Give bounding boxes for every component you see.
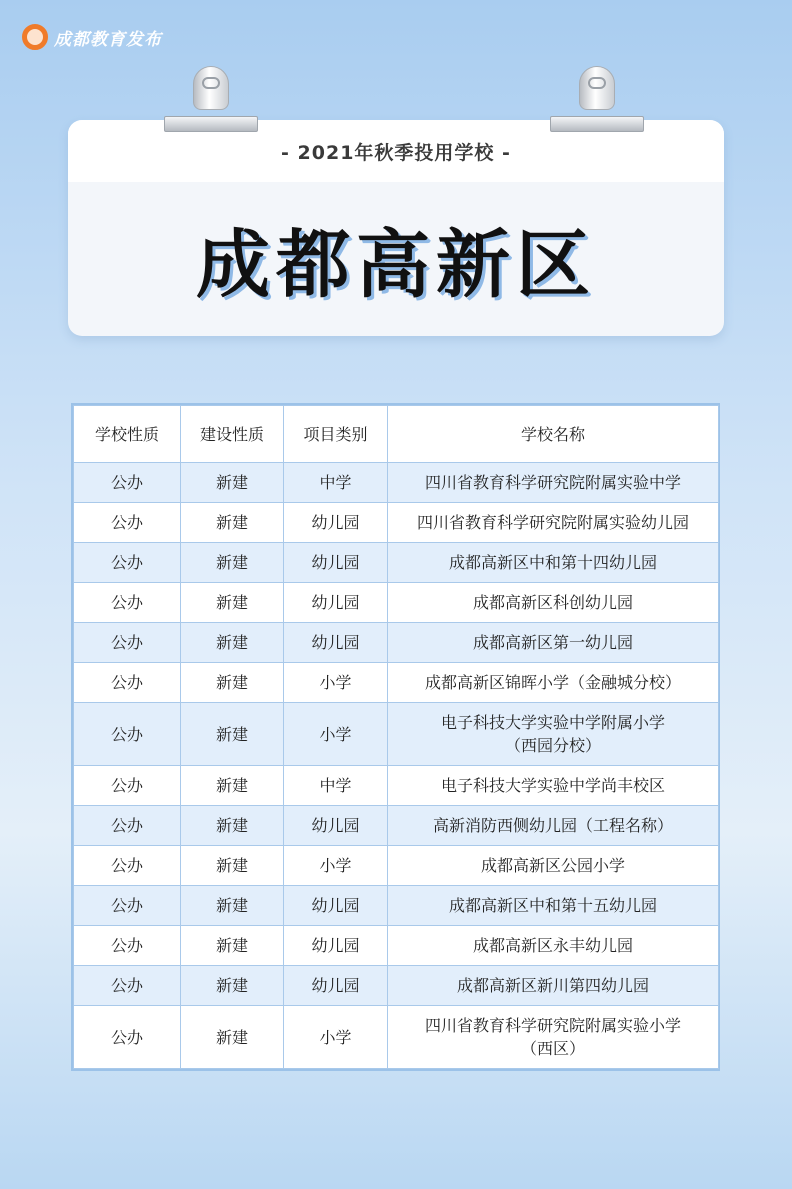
- school-name-cell: [388, 926, 719, 966]
- school-name: 成都高新区公园小学: [480, 856, 625, 875]
- brand-logo-icon: [22, 24, 48, 50]
- school-name: 成都高新区第一幼儿园: [472, 633, 633, 652]
- category-cell: 小学: [284, 1006, 388, 1069]
- school-name-cell: [388, 503, 719, 543]
- school-name-cell: [388, 623, 719, 663]
- build-type-cell: 新建: [181, 623, 284, 663]
- table-row: [74, 766, 719, 806]
- school-nature-cell: 公办: [74, 966, 181, 1006]
- build-type-cell: 新建: [181, 463, 284, 503]
- school-nature-cell: 公办: [74, 1006, 181, 1069]
- category-cell: 小学: [284, 846, 388, 886]
- brand-name: 成都教育发布: [54, 29, 162, 50]
- school-name: 电子科技大学实验中学附属小学: [440, 713, 665, 732]
- school-name: 成都高新区新川第四幼儿园: [456, 976, 649, 995]
- column-header: 建设性质: [181, 406, 284, 463]
- brand-header: [22, 22, 162, 52]
- school-name-cell: [388, 463, 719, 503]
- category-cell: 幼儿园: [284, 623, 388, 663]
- school-nature-cell: 公办: [74, 806, 181, 846]
- category-cell: 中学: [284, 463, 388, 503]
- build-type-cell: 新建: [181, 543, 284, 583]
- build-type-cell: 新建: [181, 703, 284, 766]
- build-type-cell: 新建: [181, 926, 284, 966]
- column-header: 学校性质: [74, 406, 181, 463]
- table-row: [74, 503, 719, 543]
- table-row: [74, 806, 719, 846]
- table-row: [74, 463, 719, 503]
- build-type-cell: 新建: [181, 806, 284, 846]
- school-name: 四川省教育科学研究院附属实验小学: [424, 1016, 681, 1035]
- schools-table: [71, 403, 720, 1071]
- school-nature-cell: 公办: [74, 766, 181, 806]
- school-name: 成都高新区锦晖小学（金融城分校）: [424, 673, 681, 692]
- school-name-cell: [388, 846, 719, 886]
- school-nature-cell: 公办: [74, 503, 181, 543]
- category-cell: 小学: [284, 703, 388, 766]
- school-name-cell: [388, 663, 719, 703]
- school-name: 成都高新区中和第十五幼儿园: [448, 896, 657, 915]
- school-name: 高新消防西侧幼儿园（工程名称）: [432, 816, 673, 835]
- school-nature-cell: 公办: [74, 663, 181, 703]
- school-name: 成都高新区科创幼儿园: [472, 593, 633, 612]
- build-type-cell: 新建: [181, 1006, 284, 1069]
- table-header-row: [74, 406, 719, 463]
- table-row: [74, 886, 719, 926]
- school-name-cell: [388, 886, 719, 926]
- table-row: [74, 926, 719, 966]
- build-type-cell: 新建: [181, 886, 284, 926]
- build-type-cell: 新建: [181, 846, 284, 886]
- table-row: [74, 623, 719, 663]
- build-type-cell: 新建: [181, 766, 284, 806]
- category-cell: 幼儿园: [284, 966, 388, 1006]
- build-type-cell: 新建: [181, 663, 284, 703]
- page-subtitle: - 2021年秋季投用学校 -: [281, 141, 511, 164]
- page-title: 成都高新区: [196, 222, 596, 308]
- table-row: [74, 703, 719, 766]
- build-type-cell: 新建: [181, 966, 284, 1006]
- school-name-cell: [388, 966, 719, 1006]
- school-name-cell: [388, 583, 719, 623]
- title-card-main: [68, 182, 724, 336]
- category-cell: 幼儿园: [284, 886, 388, 926]
- school-name-cell: [388, 806, 719, 846]
- school-name: 成都高新区中和第十四幼儿园: [448, 553, 657, 572]
- school-nature-cell: 公办: [74, 703, 181, 766]
- table-row: [74, 1006, 719, 1069]
- school-nature-cell: 公办: [74, 463, 181, 503]
- category-cell: 中学: [284, 766, 388, 806]
- binder-clip-icon: [164, 66, 258, 138]
- school-name: 成都高新区永丰幼儿园: [472, 936, 633, 955]
- school-name: 四川省教育科学研究院附属实验幼儿园: [416, 513, 689, 532]
- school-nature-cell: 公办: [74, 543, 181, 583]
- school-nature-cell: 公办: [74, 846, 181, 886]
- column-header: 学校名称: [388, 406, 719, 463]
- school-name: 四川省教育科学研究院附属实验中学: [424, 473, 681, 492]
- build-type-cell: 新建: [181, 583, 284, 623]
- school-name-cell: [388, 1006, 719, 1069]
- title-card: [68, 120, 724, 336]
- school-nature-cell: 公办: [74, 583, 181, 623]
- school-name-cell: [388, 543, 719, 583]
- category-cell: 小学: [284, 663, 388, 703]
- table-row: [74, 846, 719, 886]
- table-row: [74, 663, 719, 703]
- category-cell: 幼儿园: [284, 503, 388, 543]
- school-nature-cell: 公办: [74, 886, 181, 926]
- school-nature-cell: 公办: [74, 926, 181, 966]
- category-cell: 幼儿园: [284, 806, 388, 846]
- table-row: [74, 966, 719, 1006]
- school-name-note: （西区）: [520, 1039, 585, 1058]
- table-row: [74, 583, 719, 623]
- category-cell: 幼儿园: [284, 926, 388, 966]
- school-name-cell: [388, 766, 719, 806]
- build-type-cell: 新建: [181, 503, 284, 543]
- school-name-cell: [388, 703, 719, 766]
- table-row: [74, 543, 719, 583]
- category-cell: 幼儿园: [284, 543, 388, 583]
- school-name-note: （西园分校）: [504, 736, 601, 755]
- binder-clip-icon: [550, 66, 644, 138]
- school-nature-cell: 公办: [74, 623, 181, 663]
- column-header: 项目类别: [284, 406, 388, 463]
- school-name: 电子科技大学实验中学尚丰校区: [440, 776, 665, 795]
- category-cell: 幼儿园: [284, 583, 388, 623]
